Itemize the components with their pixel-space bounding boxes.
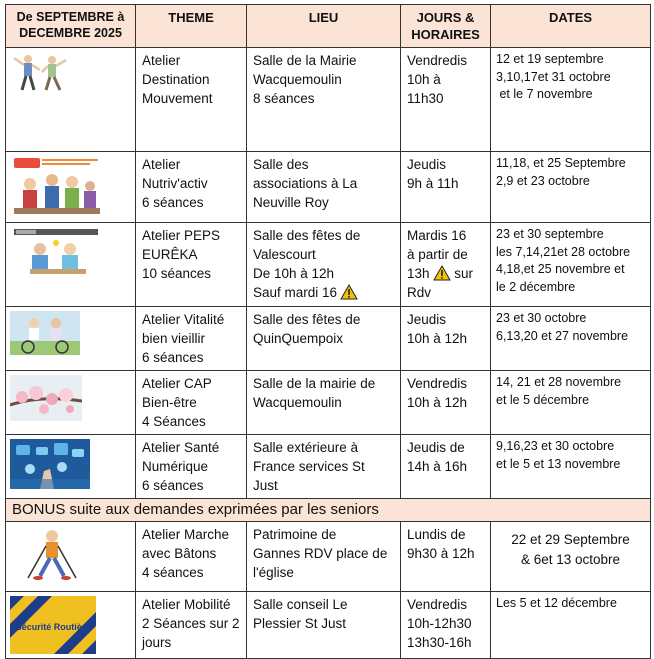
- dates-cell: 14, 21 et 28 novembre et le 5 décembre: [491, 371, 651, 435]
- table-row: [6, 223, 651, 307]
- nordic-walking-illustration: [10, 526, 96, 584]
- dates-cell: 23 et 30 septembre les 7,14,21et 28 octobre 4,18,et 25 novembre et le 2 décembre: [491, 223, 651, 307]
- table-row: [6, 152, 651, 223]
- jours-cell: Vendredis 10h à 11h30: [401, 48, 491, 152]
- jours-cell: Vendredis 10h-12h30 13h30-16h: [401, 592, 491, 659]
- header-theme: THEME: [136, 5, 247, 48]
- jours-cell: Lundis de 9h30 à 12h: [401, 522, 491, 592]
- dates-cell: 12 et 19 septembre 3,10,17et 31 octobre et le 7 novembre: [491, 48, 651, 152]
- activity-image: [6, 152, 136, 223]
- lieu-cell: Salle conseil Le Plessier St Just: [247, 592, 401, 659]
- header-dates: DATES: [491, 5, 651, 48]
- header-row: [6, 5, 651, 48]
- lieu-cell: Salle de la Mairie Wacquemoulin 8 séances: [247, 48, 401, 152]
- warning-icon: [340, 284, 358, 300]
- bonus-banner: BONUS suite aux demandes exprimées par les seniors: [6, 499, 651, 522]
- lieu-cell: Salle des fêtes de QuinQuempoix: [247, 307, 401, 371]
- activity-image: [6, 435, 136, 499]
- lieu-cell: Patrimoine de Gannes RDV place de l'église: [247, 522, 401, 592]
- lieu-cell: Salle des associations à La Neuville Roy: [247, 152, 401, 223]
- dates-cell: 9,16,23 et 30 octobre et le 5 et 13 novembre: [491, 435, 651, 499]
- table-row: [6, 592, 651, 659]
- blossom-photo: [10, 375, 82, 421]
- jours-cell: Mardis 16 à partir de 13h sur Rdv: [401, 223, 491, 307]
- digital-health-photo: [10, 439, 90, 489]
- table-row: [6, 371, 651, 435]
- table-row: [6, 435, 651, 499]
- activity-image: [6, 371, 136, 435]
- dates-cell: Les 5 et 12 décembre: [491, 592, 651, 659]
- jours-cell: Jeudis 10h à 12h: [401, 307, 491, 371]
- activity-image: [6, 223, 136, 307]
- jours-cell: Jeudis 9h à 11h: [401, 152, 491, 223]
- activity-image: [6, 48, 136, 152]
- sign-text: Sécurité Routière: [15, 622, 91, 632]
- table-row: [6, 48, 651, 152]
- lieu-cell: Salle des fêtes de Valescourt De 10h à 12h Sauf mardi 16: [247, 223, 401, 307]
- header-jours: JOURS & HORAIRES: [401, 5, 491, 48]
- schedule-table: [5, 4, 651, 659]
- header-lieu: LIEU: [247, 5, 401, 48]
- activity-image: [6, 307, 136, 371]
- jours-cell: Vendredis 10h à 12h: [401, 371, 491, 435]
- theme-cell: Atelier Marche avec Bâtons 4 séances: [136, 522, 247, 592]
- nutrition-illustration: [10, 156, 104, 218]
- dates-cell: 23 et 30 octobre 6,13,20 et 27 novembre: [491, 307, 651, 371]
- peps-illustration: [10, 227, 102, 281]
- theme-cell: Atelier PEPS EURÊKA 10 séances: [136, 223, 247, 307]
- activity-image: [6, 522, 136, 592]
- warning-icon: [433, 265, 451, 281]
- jours-cell: Jeudis de 14h à 16h: [401, 435, 491, 499]
- exercise-illustration: [10, 52, 72, 92]
- dates-cell: 22 et 29 Septembre & 6et 13 octobre: [491, 522, 651, 592]
- theme-cell: Atelier Nutriv'activ 6 séances: [136, 152, 247, 223]
- bonus-row: [6, 499, 651, 522]
- activity-image: [6, 592, 136, 659]
- lieu-cell: Salle extérieure à France services St Just: [247, 435, 401, 499]
- theme-cell: Atelier Mobilité 2 Séances sur 2 jours: [136, 592, 247, 659]
- theme-cell: Atelier Destination Mouvement: [136, 48, 247, 152]
- lieu-cell: Salle de la mairie de Wacquemoulin: [247, 371, 401, 435]
- theme-cell: Atelier CAP Bien-être 4 Séances: [136, 371, 247, 435]
- road-safety-sign: [10, 596, 96, 654]
- theme-cell: Atelier Santé Numérique 6 séances: [136, 435, 247, 499]
- theme-cell: Atelier Vitalité bien vieillir 6 séances: [136, 307, 247, 371]
- header-period: De SEPTEMBRE à DECEMBRE 2025: [6, 5, 136, 48]
- table-row: [6, 307, 651, 371]
- seniors-cycling-photo: [10, 311, 80, 355]
- table-row: [6, 522, 651, 592]
- dates-cell: 11,18, et 25 Septembre 2,9 et 23 octobre: [491, 152, 651, 223]
